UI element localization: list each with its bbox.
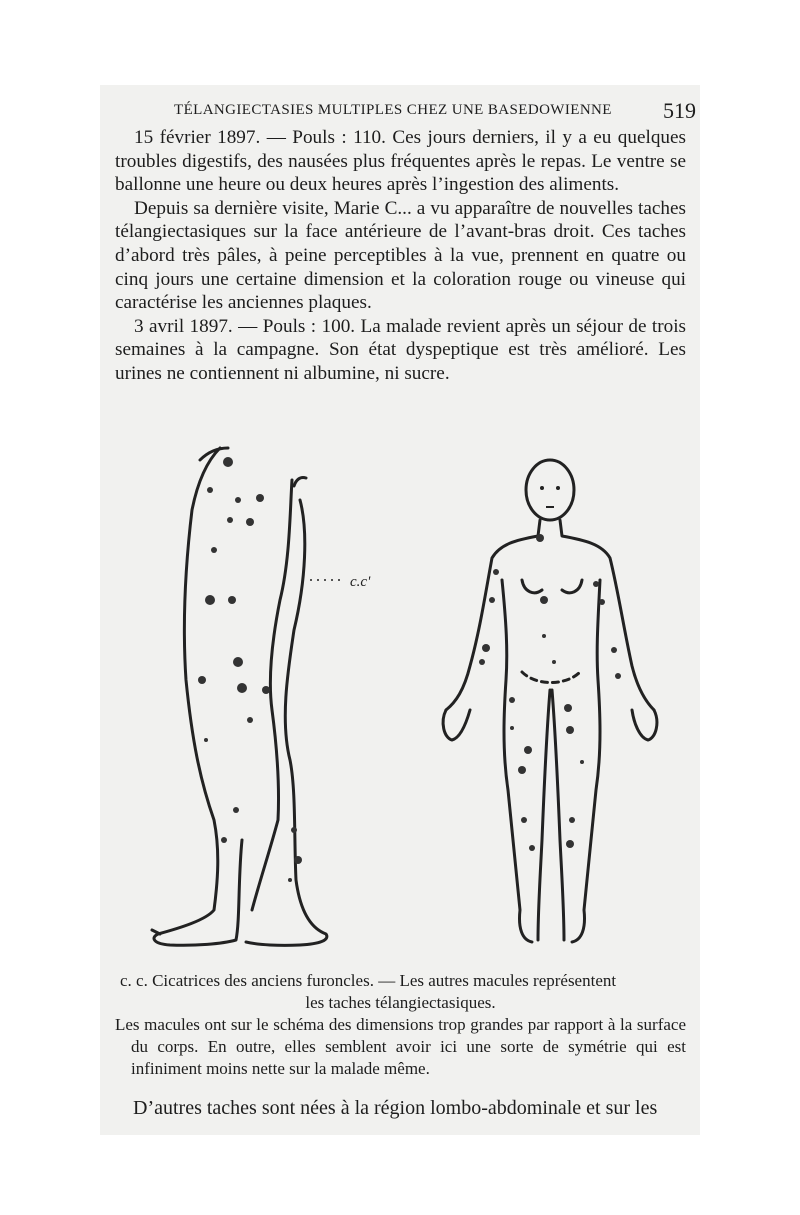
running-title: TÉLANGIECTASIES MULTIPLES CHEZ UNE BASEDOWIENNE [174,102,612,118]
paragraph-15-fevrier: 15 février 1897. — Pouls : 110. Ces jours derniers, il y a eu quelques troubles digestifs, des nausées plus fréquentes après le repas. Le ventre se ballonne une heure ou deux heures après l’ingestion des aliments. [115,127,686,196]
legs-side-view-drawing [152,448,327,945]
paragraph-depuis: Depuis sa dernière visite, Marie C... a vu apparaître de nouvelles taches télangiectasiques sur la face antérieure de l’avant-bras droit. Ces taches d’abord très pâles, à peine perceptibles à la vue, prennent en quatre ou cinq jours une certaine dimension et la coloration rouge ou vineuse qui caractérise les anciennes plaques. [115,197,686,314]
body-diagram [140,440,680,958]
face-details [540,486,560,508]
cc-label: c.c' [350,574,371,590]
closing-line: D’autres taches sont nées à la région lombo-abdominale et sur les [133,1097,658,1119]
figure-caption [115,970,686,1080]
body-text [115,126,686,386]
paragraph-3-avril: 3 avril 1897. — Pouls : 100. La malade revient après un séjour de trois semaines à la campagne. Son état dyspeptique est très amélioré. Les urines ne contiennent ni albumine, ni sucre. [115,315,686,384]
caption-line-2: les taches télangiectasiques. [305,993,496,1012]
body-diagram-figure [140,440,680,958]
caption-line-1: c. c. Cicatrices des anciens furoncles. — Les autres macules représentent [120,971,617,990]
macules-spots [198,457,621,882]
page-number: 519 [663,98,696,123]
body-front-view-drawing [443,460,657,942]
running-header [118,98,696,124]
caption-note: Les macules ont sur le schéma des dimensions trop grandes par rapport à la surface du corps. En outre, elles semblent avoir ici une sorte de symétrie qui est infiniment moins nette sur la malade même. [115,1015,686,1078]
